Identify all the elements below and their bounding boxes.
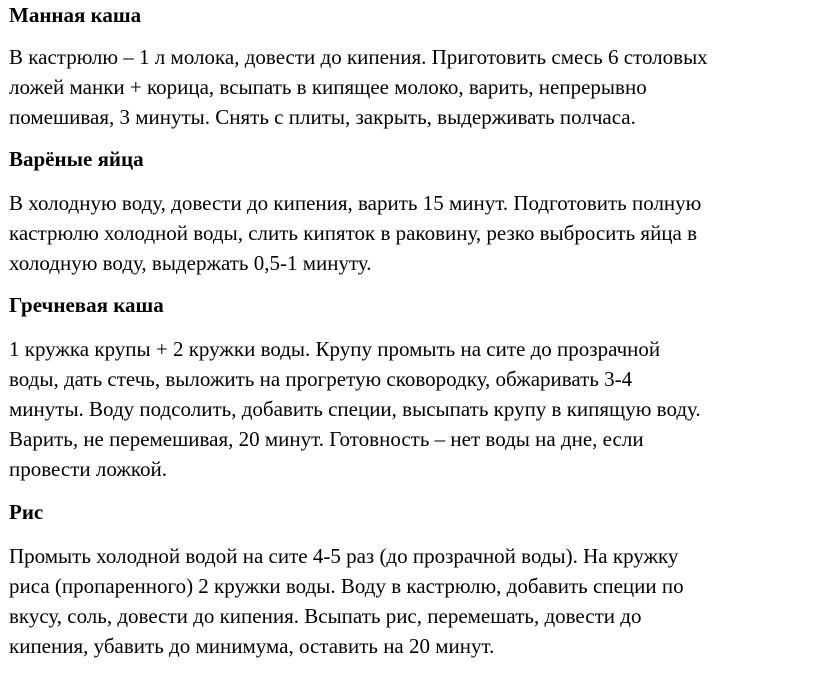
text-line: холодную воду, выдержать 0,5-1 минуту. [9, 251, 372, 275]
text-line: провести ложкой. [9, 457, 167, 481]
recipe-title: Рис [9, 500, 44, 524]
recipe-text [9, 188, 823, 278]
recipe-text [9, 42, 823, 132]
recipe-section-rice [9, 497, 823, 661]
text-line: В холодную воду, довести до кипения, варить 15 минут. Подготовить полную [9, 191, 702, 215]
recipe-title: Гречневая каша [9, 293, 164, 317]
text-line: риса (пропаренного) 2 кружки воды. Воду в кастрюлю, добавить специи по [9, 574, 684, 598]
text-line: минуты. Воду подсолить, добавить специи, высыпать крупу в кипящую воду. [9, 397, 701, 421]
recipe-title: Манная каша [9, 3, 142, 27]
text-line: Промыть холодной водой на сите 4-5 раз (до прозрачной воды). На кружку [9, 544, 679, 568]
text-line: воды, дать стечь, выложить на прогретую сковородку, обжаривать 3-4 [9, 367, 633, 391]
text-line: 1 кружка крупы + 2 кружки воды. Крупу промыть на сите до прозрачной [9, 337, 661, 361]
text-line: ложей манки + корица, всыпать в кипящее молоко, варить, непрерывно [9, 75, 647, 99]
text-line: вкусу, соль, довести до кипения. Всыпать рис, перемешать, довести до [9, 604, 642, 628]
recipe-text [9, 334, 823, 484]
recipe-section-boiled-eggs [9, 144, 823, 278]
text-line: В кастрюлю – 1 л молока, довести до кипения. Приготовить смесь 6 столовых [9, 45, 708, 69]
text-line: Варить, не перемешивая, 20 минут. Готовность – нет воды на дне, если [9, 427, 644, 451]
recipe-section-buckwheat [9, 290, 823, 484]
text-line: кипения, убавить до минимума, оставить на 20 минут. [9, 634, 495, 658]
text-line: кастрюлю холодной воды, слить кипяток в раковину, резко выбросить яйца в [9, 221, 698, 245]
recipe-title: Варёные яйца [9, 147, 144, 171]
recipe-section-semolina [9, 0, 823, 132]
text-line: помешивая, 3 минуты. Снять с плиты, закрыть, выдерживать полчаса. [9, 105, 636, 129]
recipe-text [9, 541, 823, 661]
